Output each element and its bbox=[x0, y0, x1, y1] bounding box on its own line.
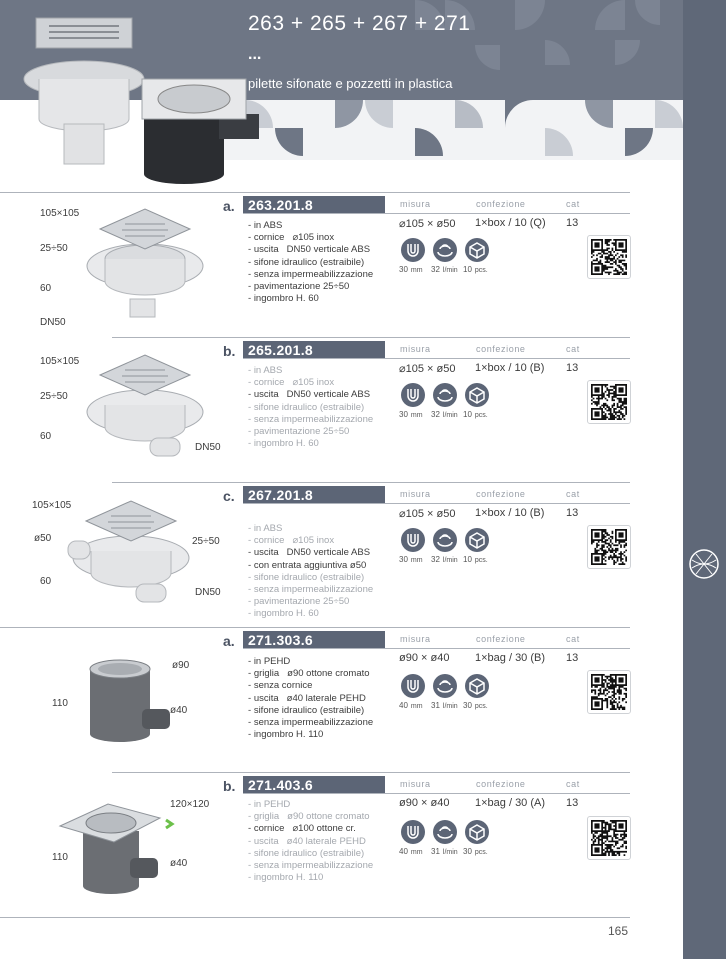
dim-label: 60 bbox=[40, 283, 52, 294]
product-code: 271.403.6 bbox=[243, 776, 385, 794]
feature-item bbox=[248, 414, 373, 426]
spec-icon-label bbox=[431, 265, 458, 274]
spec-unit: l/min bbox=[442, 267, 458, 274]
bullet-dash: - bbox=[248, 692, 254, 704]
section-divider bbox=[0, 192, 630, 193]
feature-item bbox=[248, 717, 373, 729]
feature-key: ingombro H. 110 bbox=[253, 872, 324, 884]
feature-key: in PEHD bbox=[253, 799, 291, 810]
feature-list bbox=[248, 220, 373, 305]
header-dots: ... bbox=[248, 46, 262, 63]
section-divider bbox=[0, 627, 630, 628]
feature-value: ⌀105 inox bbox=[292, 377, 335, 389]
feature-item bbox=[248, 523, 373, 535]
siphon-depth-icon bbox=[401, 383, 425, 407]
feature-key: con entrata aggiuntiva ø50 bbox=[253, 559, 367, 571]
qr-code-icon[interactable] bbox=[587, 670, 631, 714]
feature-item bbox=[248, 608, 373, 620]
spec-unit: pcs. bbox=[474, 412, 488, 419]
col-confezione: confezione bbox=[476, 344, 526, 354]
spec-unit: mm bbox=[410, 267, 423, 274]
dim-label: 110 bbox=[52, 698, 68, 709]
side-bar bbox=[683, 0, 726, 959]
feature-key: pavimentazione 25÷50 bbox=[253, 596, 350, 608]
feature-key: ingombro H. 110 bbox=[253, 729, 324, 741]
spec-unit: pcs. bbox=[474, 849, 488, 856]
siphon-depth-icon bbox=[401, 674, 425, 698]
feature-item bbox=[248, 836, 373, 848]
cat-value: 13 bbox=[566, 652, 579, 664]
spec-value: 32 bbox=[431, 555, 440, 564]
spec-icon-label bbox=[399, 410, 423, 419]
feature-item bbox=[248, 811, 373, 823]
feature-item bbox=[248, 269, 373, 281]
dim-label: 25÷50 bbox=[40, 243, 68, 254]
feature-key: senza impermeabilizzazione bbox=[253, 717, 374, 729]
spec-icon-label bbox=[463, 555, 488, 564]
feature-item bbox=[248, 281, 373, 293]
dim-label: 105×105 bbox=[32, 500, 72, 511]
spec-icon-label bbox=[431, 847, 458, 856]
bullet-dash: - bbox=[248, 823, 254, 835]
spec-value: 30 bbox=[463, 701, 472, 710]
bullet-dash: - bbox=[248, 729, 254, 741]
feature-key: ingombro H. 60 bbox=[253, 608, 319, 620]
col-misura: misura bbox=[400, 779, 431, 789]
dim-label: 105×105 bbox=[40, 208, 80, 219]
feature-item bbox=[248, 535, 373, 547]
bullet-dash: - bbox=[248, 860, 254, 872]
col-cat: cat bbox=[566, 634, 580, 644]
dim-label: DN50 bbox=[195, 587, 221, 598]
spec-icons bbox=[399, 674, 499, 712]
bullet-dash: - bbox=[248, 535, 254, 547]
feature-item bbox=[248, 668, 373, 680]
cat-value: 13 bbox=[566, 217, 579, 229]
qr-code-icon[interactable] bbox=[587, 525, 631, 569]
bullet-dash: - bbox=[248, 438, 254, 450]
spec-value: 32 bbox=[431, 265, 440, 274]
feature-value: ⌀105 inox bbox=[292, 535, 335, 547]
feature-key: ingombro H. 60 bbox=[253, 293, 319, 305]
product-image bbox=[66, 496, 196, 616]
section-divider bbox=[112, 772, 630, 773]
spec-icon-label bbox=[399, 555, 423, 564]
feature-key: cornice bbox=[253, 232, 285, 244]
feature-item bbox=[248, 693, 373, 705]
flow-rate-icon bbox=[433, 238, 457, 262]
section-divider bbox=[0, 917, 630, 918]
spec-icon-label bbox=[399, 701, 423, 710]
col-cat: cat bbox=[566, 489, 580, 499]
feature-key: senza impermeabilizzazione bbox=[253, 413, 374, 425]
feature-key: sifone idraulico (estraibile) bbox=[253, 704, 365, 716]
feature-key: cornice bbox=[253, 823, 285, 835]
page-number: 165 bbox=[608, 924, 629, 938]
bullet-dash: - bbox=[248, 547, 254, 559]
feature-value: ø40 laterale PEHD bbox=[286, 835, 366, 847]
feature-list bbox=[248, 799, 373, 884]
spec-value: 30 bbox=[399, 555, 408, 564]
feature-key: uscita bbox=[253, 244, 279, 256]
feature-key: sifone idraulico (estraibile) bbox=[253, 401, 365, 413]
bullet-dash: - bbox=[248, 799, 254, 810]
row-divider bbox=[243, 793, 630, 794]
dim-label: ø90 bbox=[172, 660, 190, 671]
misura-value: ø90 × ø40 bbox=[399, 797, 450, 809]
bullet-dash: - bbox=[248, 559, 254, 571]
package-icon bbox=[465, 820, 489, 844]
product-code: 263.201.8 bbox=[243, 196, 385, 214]
spec-unit: l/min bbox=[442, 557, 458, 564]
dim-label: 25÷50 bbox=[192, 536, 220, 547]
spec-value: 30 bbox=[463, 847, 472, 856]
feature-item bbox=[248, 705, 373, 717]
feature-value: ø90 ottone cromato bbox=[287, 811, 370, 823]
bullet-dash: - bbox=[248, 668, 254, 680]
col-misura: misura bbox=[400, 199, 431, 209]
product-letter: c. bbox=[223, 488, 235, 504]
misura-value: ø90 × ø40 bbox=[399, 652, 450, 664]
feature-item bbox=[248, 680, 373, 692]
package-icon bbox=[465, 674, 489, 698]
product-code: 271.303.6 bbox=[243, 631, 385, 649]
confezione-value: 1×bag / 30 (A) bbox=[475, 797, 546, 809]
bullet-dash: - bbox=[248, 847, 254, 859]
section-divider bbox=[112, 482, 630, 483]
qr-pattern bbox=[591, 239, 627, 275]
row-divider bbox=[243, 648, 630, 649]
bullet-dash: - bbox=[248, 584, 254, 596]
spec-value: 40 bbox=[399, 847, 408, 856]
misura-value: ⌀105 × ø50 bbox=[399, 218, 456, 230]
dim-label: 60 bbox=[40, 431, 52, 442]
spec-icon-label bbox=[463, 410, 488, 419]
product-letter: b. bbox=[223, 343, 236, 359]
bullet-dash: - bbox=[248, 717, 254, 729]
feature-value: DN50 verticale ABS bbox=[286, 389, 371, 401]
bullet-dash: - bbox=[248, 523, 254, 534]
flow-rate-icon bbox=[433, 820, 457, 844]
feature-item bbox=[248, 365, 373, 377]
spec-unit: pcs. bbox=[474, 267, 488, 274]
bullet-dash: - bbox=[248, 571, 254, 583]
spec-value: 31 bbox=[431, 847, 440, 856]
page-subtitle: pilette sifonate e pozzetti in plastica bbox=[248, 76, 453, 91]
feature-item bbox=[248, 823, 373, 835]
qr-code-icon[interactable] bbox=[587, 235, 631, 279]
feature-key: sifone idraulico (estraibile) bbox=[253, 256, 365, 268]
section-divider bbox=[112, 337, 630, 338]
dim-label: ø40 bbox=[170, 858, 188, 869]
spec-icon-label bbox=[431, 701, 458, 710]
bullet-dash: - bbox=[248, 281, 254, 293]
feature-key: griglia bbox=[253, 811, 280, 823]
spec-unit: l/min bbox=[442, 412, 458, 419]
col-misura: misura bbox=[400, 634, 431, 644]
product-image bbox=[58, 796, 178, 906]
feature-item bbox=[248, 426, 373, 438]
feature-item bbox=[248, 438, 373, 450]
qr-pattern bbox=[591, 384, 627, 420]
product-letter: a. bbox=[223, 633, 235, 649]
spec-icons bbox=[399, 528, 499, 566]
feature-item bbox=[248, 729, 373, 741]
feature-key: ingombro H. 60 bbox=[253, 438, 319, 450]
spec-value: 30 bbox=[399, 265, 408, 274]
feature-value: ø90 ottone cromato bbox=[287, 668, 370, 680]
package-icon bbox=[465, 383, 489, 407]
siphon-depth-icon bbox=[401, 238, 425, 262]
dim-label: 105×105 bbox=[40, 356, 80, 367]
feature-value: ø40 laterale PEHD bbox=[286, 692, 366, 704]
feature-key: uscita bbox=[253, 835, 279, 847]
feature-item bbox=[248, 584, 373, 596]
feature-key: senza impermeabilizzazione bbox=[253, 584, 374, 596]
dim-label: 110 bbox=[52, 852, 68, 863]
col-cat: cat bbox=[566, 199, 580, 209]
spec-unit: mm bbox=[410, 703, 423, 710]
spec-icons bbox=[399, 820, 499, 858]
row-divider bbox=[243, 358, 630, 359]
qr-code-icon[interactable] bbox=[587, 816, 631, 860]
spec-icon-label bbox=[431, 555, 458, 564]
product-code: 265.201.8 bbox=[243, 341, 385, 359]
feature-key: senza impermeabilizzazione bbox=[253, 860, 374, 872]
spec-icons bbox=[399, 383, 499, 421]
feature-list bbox=[248, 656, 373, 741]
bullet-dash: - bbox=[248, 256, 254, 268]
qr-pattern bbox=[591, 820, 627, 856]
feature-item bbox=[248, 848, 373, 860]
qr-pattern bbox=[591, 529, 627, 565]
bullet-dash: - bbox=[248, 811, 254, 823]
dim-label: DN50 bbox=[40, 317, 66, 328]
feature-key: cornice bbox=[253, 377, 285, 389]
feature-key: in PEHD bbox=[253, 656, 291, 667]
package-icon bbox=[465, 238, 489, 262]
col-confezione: confezione bbox=[476, 199, 526, 209]
feature-item bbox=[248, 389, 373, 401]
dim-label: 60 bbox=[40, 576, 52, 587]
feature-item bbox=[248, 257, 373, 269]
feature-item bbox=[248, 596, 373, 608]
spec-value: 10 bbox=[463, 265, 472, 274]
spec-icons bbox=[399, 238, 499, 276]
spec-value: 10 bbox=[463, 410, 472, 419]
spec-unit: pcs. bbox=[474, 703, 488, 710]
spec-unit: mm bbox=[410, 412, 423, 419]
bullet-dash: - bbox=[248, 232, 254, 244]
bullet-dash: - bbox=[248, 835, 254, 847]
feature-key: pavimentazione 25÷50 bbox=[253, 281, 350, 293]
feature-item bbox=[248, 377, 373, 389]
feature-item bbox=[248, 572, 373, 584]
feature-item bbox=[248, 220, 373, 232]
bullet-dash: - bbox=[248, 401, 254, 413]
spec-unit: mm bbox=[410, 557, 423, 564]
feature-value: DN50 verticale ABS bbox=[286, 244, 371, 256]
feature-value: DN50 verticale ABS bbox=[286, 547, 371, 559]
spec-unit: l/min bbox=[442, 703, 458, 710]
feature-key: sifone idraulico (estraibile) bbox=[253, 847, 365, 859]
bullet-dash: - bbox=[248, 365, 254, 376]
feature-key: pavimentazione 25÷50 bbox=[253, 426, 350, 438]
col-misura: misura bbox=[400, 489, 431, 499]
product-image bbox=[80, 350, 210, 470]
feature-key: cornice bbox=[253, 535, 285, 547]
package-icon bbox=[465, 528, 489, 552]
bullet-dash: - bbox=[248, 608, 254, 620]
bullet-dash: - bbox=[248, 656, 254, 667]
feature-value: ⌀100 ottone cr. bbox=[292, 823, 356, 835]
siphon-depth-icon bbox=[401, 528, 425, 552]
bullet-dash: - bbox=[248, 596, 254, 608]
bullet-dash: - bbox=[248, 389, 254, 401]
product-letter: a. bbox=[223, 198, 235, 214]
spec-value: 30 bbox=[399, 410, 408, 419]
col-confezione: confezione bbox=[476, 489, 526, 499]
feature-key: griglia bbox=[253, 668, 280, 680]
col-cat: cat bbox=[566, 344, 580, 354]
feature-list bbox=[248, 365, 373, 450]
bullet-dash: - bbox=[248, 244, 254, 256]
bullet-dash: - bbox=[248, 413, 254, 425]
bullet-dash: - bbox=[248, 268, 254, 280]
dim-label: DN50 bbox=[195, 442, 221, 453]
brand-emblem-icon bbox=[688, 548, 720, 580]
feature-item bbox=[248, 293, 373, 305]
header-product-image bbox=[14, 14, 264, 194]
feature-item bbox=[248, 872, 373, 884]
feature-key: uscita bbox=[253, 389, 279, 401]
spec-value: 40 bbox=[399, 701, 408, 710]
feature-item bbox=[248, 547, 373, 559]
feature-item bbox=[248, 860, 373, 872]
spec-icon-label bbox=[463, 701, 488, 710]
col-cat: cat bbox=[566, 779, 580, 789]
col-misura: misura bbox=[400, 344, 431, 354]
feature-key: uscita bbox=[253, 692, 279, 704]
qr-code-icon[interactable] bbox=[587, 380, 631, 424]
dim-label: ø40 bbox=[170, 705, 188, 716]
spec-icon-label bbox=[399, 847, 423, 856]
spec-unit: l/min bbox=[442, 849, 458, 856]
cat-value: 13 bbox=[566, 797, 579, 809]
feature-item bbox=[248, 232, 373, 244]
siphon-depth-icon bbox=[401, 820, 425, 844]
spec-icon-label bbox=[463, 265, 488, 274]
misura-value: ⌀105 × ø50 bbox=[399, 363, 456, 375]
feature-list bbox=[248, 523, 373, 621]
bullet-dash: - bbox=[248, 704, 254, 716]
feature-key: in ABS bbox=[253, 220, 283, 231]
bullet-dash: - bbox=[248, 680, 254, 692]
page-title: 263 + 265 + 267 + 271 bbox=[248, 12, 471, 35]
dim-label: 120×120 bbox=[170, 799, 210, 810]
feature-item bbox=[248, 799, 373, 811]
feature-item bbox=[248, 656, 373, 668]
feature-key: in ABS bbox=[253, 365, 283, 376]
feature-key: senza impermeabilizzazione bbox=[253, 268, 374, 280]
feature-key: sifone idraulico (estraibile) bbox=[253, 571, 365, 583]
confezione-value: 1×bag / 30 (B) bbox=[475, 652, 546, 664]
dim-label: 25÷50 bbox=[40, 391, 68, 402]
confezione-value: 1×box / 10 (B) bbox=[475, 362, 545, 374]
confezione-value: 1×box / 10 (Q) bbox=[475, 217, 546, 229]
product-image bbox=[82, 654, 172, 754]
qr-pattern bbox=[591, 674, 627, 710]
feature-item bbox=[248, 560, 373, 572]
spec-unit: pcs. bbox=[474, 557, 488, 564]
feature-value: ⌀105 inox bbox=[292, 232, 335, 244]
confezione-value: 1×box / 10 (B) bbox=[475, 507, 545, 519]
spec-icon-label bbox=[399, 265, 423, 274]
spec-value: 32 bbox=[431, 410, 440, 419]
flow-rate-icon bbox=[433, 528, 457, 552]
col-confezione: confezione bbox=[476, 634, 526, 644]
bullet-dash: - bbox=[248, 293, 254, 305]
feature-item bbox=[248, 244, 373, 256]
spec-value: 10 bbox=[463, 555, 472, 564]
cat-value: 13 bbox=[566, 362, 579, 374]
feature-item bbox=[248, 402, 373, 414]
spec-icon-label bbox=[463, 847, 488, 856]
feature-key: in ABS bbox=[253, 523, 283, 534]
bullet-dash: - bbox=[248, 220, 254, 231]
feature-key: uscita bbox=[253, 547, 279, 559]
product-letter: b. bbox=[223, 778, 236, 794]
row-divider bbox=[243, 213, 630, 214]
product-image bbox=[80, 204, 210, 324]
spec-value: 31 bbox=[431, 701, 440, 710]
bullet-dash: - bbox=[248, 872, 254, 884]
bullet-dash: - bbox=[248, 377, 254, 389]
dim-label: ø50 bbox=[34, 533, 52, 544]
flow-rate-icon bbox=[433, 383, 457, 407]
product-code: 267.201.8 bbox=[243, 486, 385, 504]
cat-value: 13 bbox=[566, 507, 579, 519]
row-divider bbox=[243, 503, 630, 504]
col-confezione: confezione bbox=[476, 779, 526, 789]
spec-unit: mm bbox=[410, 849, 423, 856]
flow-rate-icon bbox=[433, 674, 457, 698]
spec-icon-label bbox=[431, 410, 458, 419]
feature-key: senza cornice bbox=[253, 680, 313, 692]
misura-value: ⌀105 × ø50 bbox=[399, 508, 456, 520]
bullet-dash: - bbox=[248, 426, 254, 438]
